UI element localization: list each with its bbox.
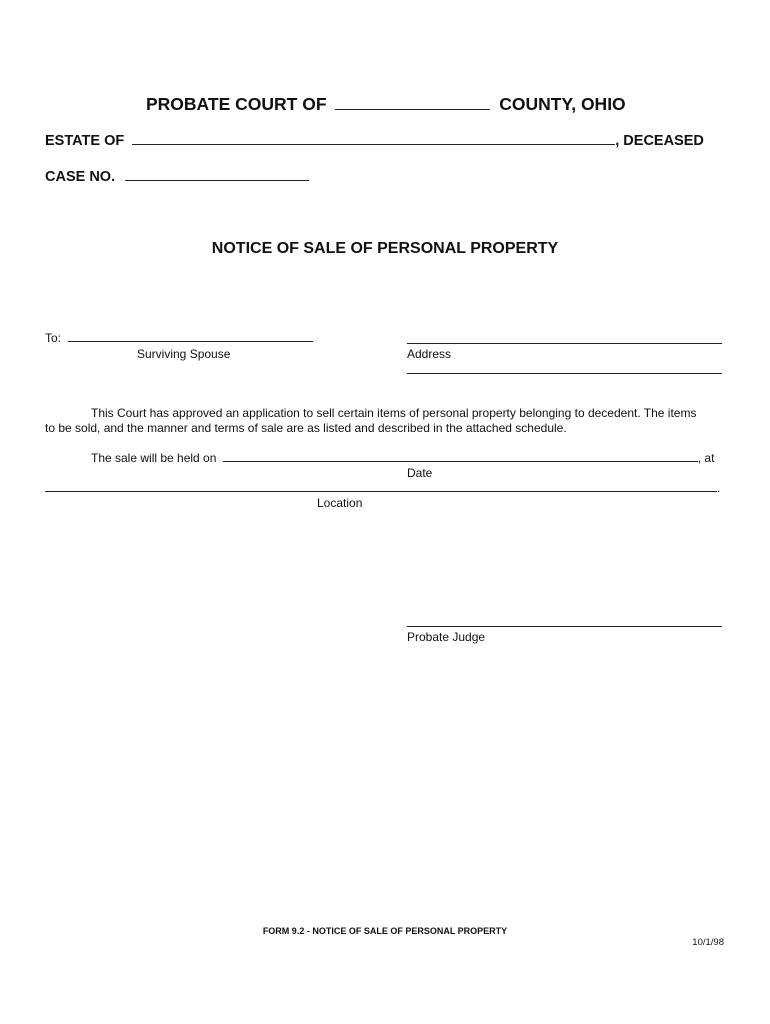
address-label: Address xyxy=(407,347,452,361)
location-field[interactable] xyxy=(45,491,717,492)
deceased-label: , DECEASED xyxy=(615,133,704,149)
case-number-field[interactable] xyxy=(125,180,309,181)
to-label: To: xyxy=(45,331,62,345)
form-footer: FORM 9.2 - NOTICE OF SALE OF PERSONAL PROPERTY xyxy=(262,926,508,936)
county-field[interactable] xyxy=(335,109,490,110)
to-line xyxy=(45,331,313,345)
paragraph-line-2: to be sold, and the manner and terms of sale are as listed and described in the attached schedule. xyxy=(45,421,567,435)
page-title: NOTICE OF SALE OF PERSONAL PROPERTY xyxy=(211,240,559,257)
surviving-spouse-label: Surviving Spouse xyxy=(137,347,231,361)
estate-label: ESTATE OF xyxy=(45,133,125,149)
period: . xyxy=(717,481,721,495)
date-label: Date xyxy=(407,466,433,480)
estate-line xyxy=(45,133,704,149)
court-header xyxy=(146,94,626,115)
case-line xyxy=(45,169,309,185)
revision-date: 10/1/98 xyxy=(692,937,724,948)
sale-date-line xyxy=(91,451,714,465)
court-suffix: COUNTY, OHIO xyxy=(499,94,626,114)
estate-name-field[interactable] xyxy=(132,144,615,145)
sale-date-field[interactable] xyxy=(223,461,698,462)
address-field-1[interactable] xyxy=(407,343,722,344)
paragraph-line-1: This Court has approved an application to sell certain items of personal property belonging to decedent. The items xyxy=(91,406,697,420)
address-field-2[interactable] xyxy=(407,373,722,374)
case-label: CASE NO. xyxy=(45,169,116,185)
at-label: , at xyxy=(697,451,715,465)
probate-judge-label: Probate Judge xyxy=(407,630,486,644)
court-prefix: PROBATE COURT OF xyxy=(146,94,327,114)
sale-held-on-label: The sale will be held on xyxy=(91,451,217,465)
location-label: Location xyxy=(317,496,363,510)
judge-signature-field[interactable] xyxy=(407,626,722,627)
location-line xyxy=(45,481,720,495)
surviving-spouse-field[interactable] xyxy=(68,341,313,342)
